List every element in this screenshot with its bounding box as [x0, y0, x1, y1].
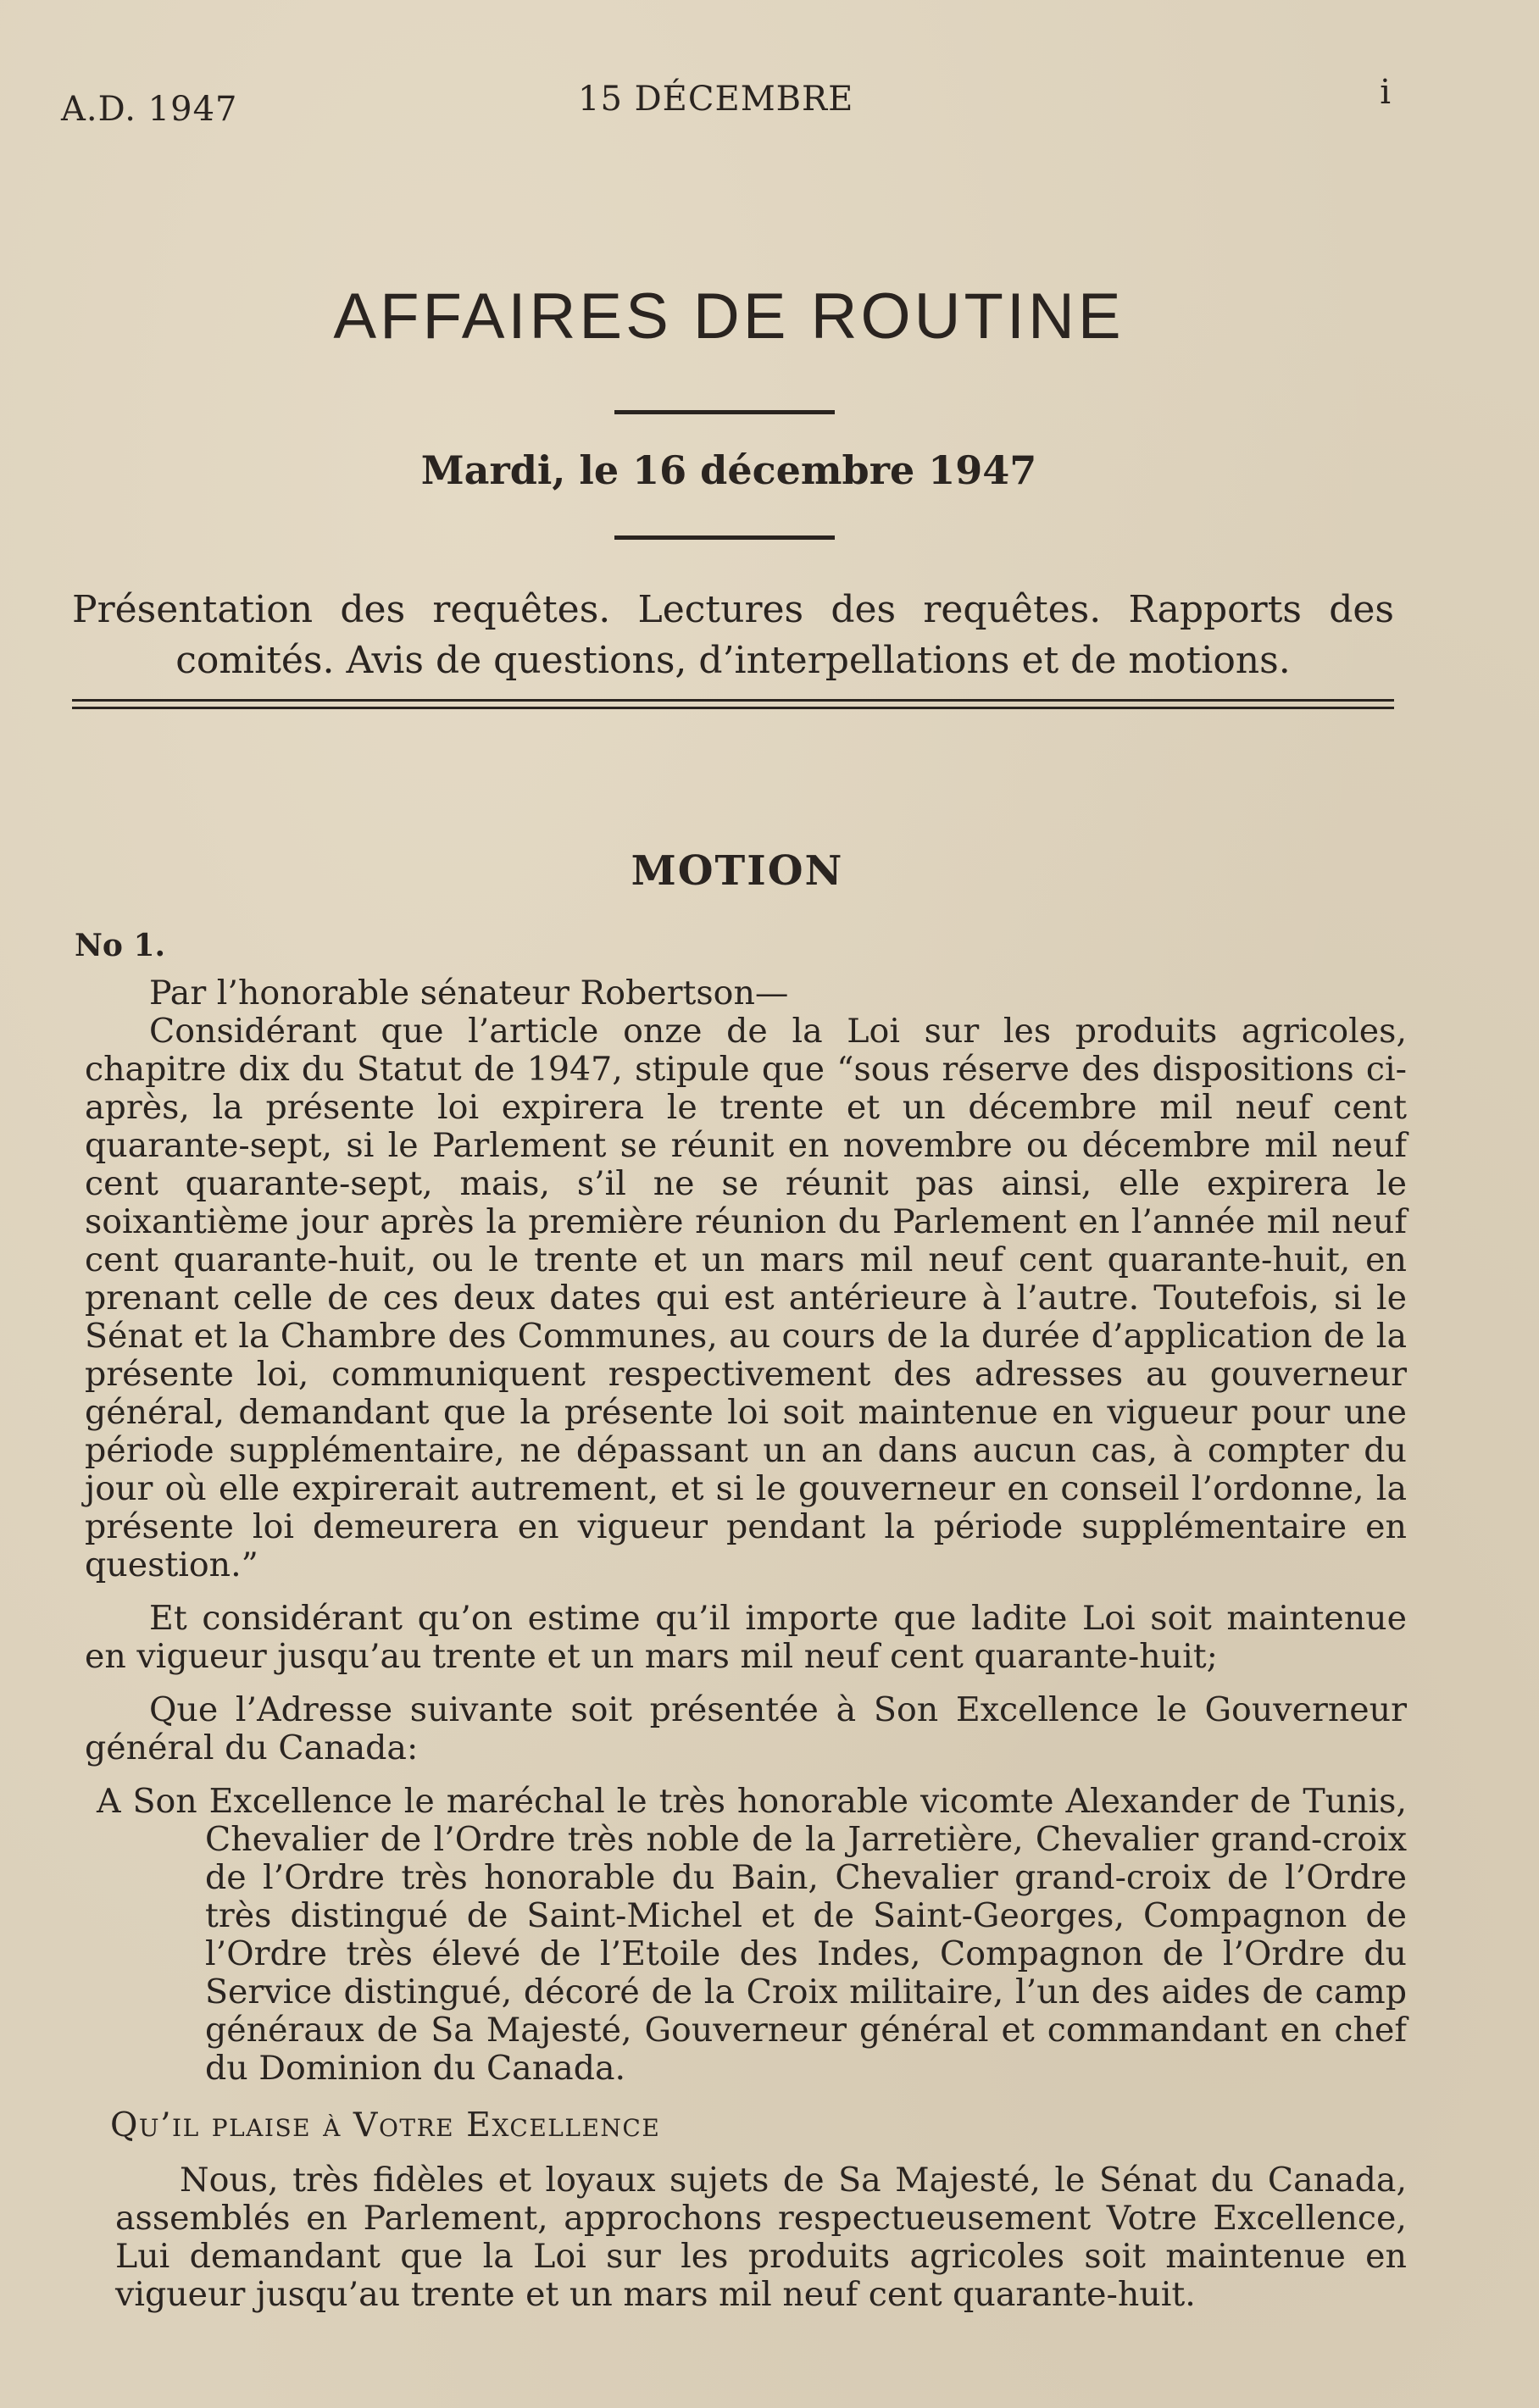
- running-head: [61, 73, 1392, 130]
- whereas-paragraph-2: Et considérant qu’on estime qu’il importe que ladite Loi soit maintenue en vigueur jusqu’au trente et un mars mil neuf cent quarante-huit;: [85, 1599, 1407, 1676]
- date-rule: [614, 535, 835, 540]
- title-rule: [614, 410, 835, 414]
- motion-sponsor: Par l’honorable sénateur Robertson—: [149, 974, 789, 1013]
- section-divider: [72, 699, 1394, 709]
- motion-body: [85, 974, 1407, 2314]
- closing-paragraph: Nous, très fidèles et loyaux sujets de Sa Majesté, le Sénat du Canada, assemblés en Parlement, approchons respectueusement Votre Excellence, Lui demandant que la Loi sur les produits agricoles soit maintenue en vigueur jusqu’au trente et un mars mil neuf cent quarante-huit.: [115, 2161, 1407, 2314]
- header-date: 15 DÉCEMBRE: [578, 80, 854, 119]
- page-title: AFFAIRES DE ROUTINE: [333, 280, 1125, 352]
- salutation: Qu’il plaise à Votre Excellence: [110, 2106, 661, 2144]
- header-year: A.D. 1947: [61, 90, 238, 129]
- whereas-paragraph-1: Considérant que l’article onze de la Loi sur les produits agricoles, chapitre dix du Statut de 1947, stipule que “sous réserve des dispositions ci-après, la présente loi expirera le trente et un décembre mil neuf cent quarante-sept, si le Parlement se réunit en novembre ou décembre mil neuf cent quarante-sept, mais, s’il ne se réunit pas ainsi, elle expirera le soixantième jour après la première réunion du Parlement en l’année mil neuf cent quarante-huit, ou le trente et un mars mil neuf cent quarante-huit, en prenant celle de ces deux dates qui est antérieure à l’autre. Toutefois, si le Sénat et la Chambre des Communes, au cours de la durée d’application de la présente loi, communiquent respectivement des adresses au gouverneur général, demandant que la présente loi soit maintenue en vigueur pour une période supplémentaire, ne dépassant un an dans aucun cas, à compter du jour où elle expirerait autrement, et si le gouverneur en conseil l’ordonne, la présente loi demeurera en vigueur pendant la période supplémentaire en question.”: [85, 1012, 1407, 1584]
- page-number: i: [1380, 73, 1392, 112]
- address-paragraph: A Son Excellence le maréchal le très honorable vicomte Alexander de Tunis, Chevalier de l’Ordre très noble de la Jarretière, Chevalier grand-croix de l’Ordre très honorable du Bain, Chevalier grand-croix de l’Ordre très distingué de Saint-Michel et de Saint-Georges, Compagnon de l’Ordre très élevé de l’Etoile des Indes, Compagnon de l’Ordre du Service distingué, décoré de la Croix militaire, l’un des aides de camp généraux de Sa Majesté, Gouverneur général et commandant en chef du Dominion du Canada.: [97, 1782, 1407, 2088]
- routine-intro: Présentation des requêtes. Lectures des requêtes. Rapports des comités. Avis de questions, d’interpellations et de motions.: [72, 588, 1394, 682]
- motion-heading: MOTION: [631, 847, 844, 895]
- sitting-date: Mardi, le 16 décembre 1947: [420, 447, 1037, 493]
- motion-number: No 1.: [75, 928, 166, 963]
- resolution-paragraph: Que l’Adresse suivante soit présentée à Son Excellence le Gouverneur général du Canada:: [85, 1690, 1407, 1767]
